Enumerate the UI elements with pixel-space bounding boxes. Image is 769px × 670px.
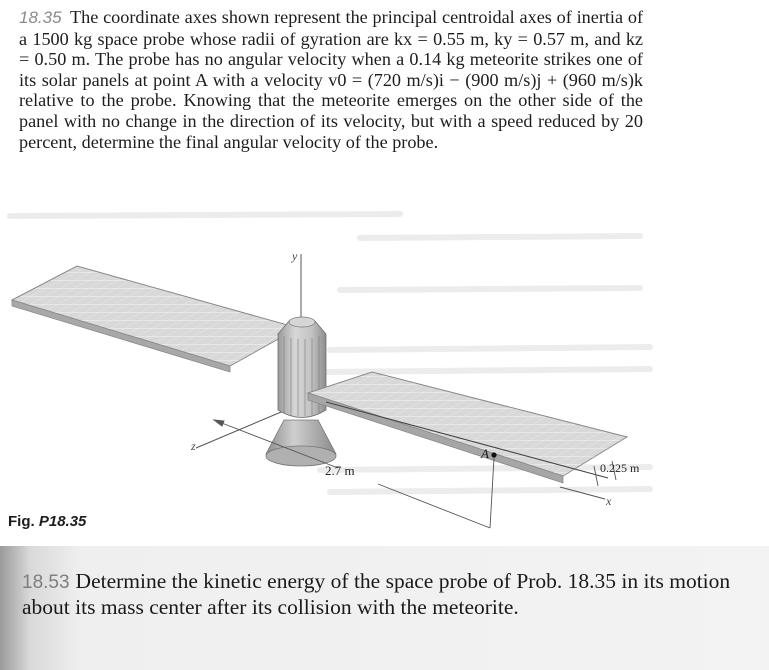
space-probe-figure (0, 230, 769, 530)
probe-nozzle (266, 420, 336, 466)
problem-18-35-text (19, 7, 643, 152)
y-axis-label: y (292, 249, 298, 263)
z-axis-label: z (191, 439, 196, 453)
dimension-2-7m-label: 2.7 m (325, 463, 355, 478)
point-a-marker (491, 452, 496, 457)
problem-number-2: 18.53 (22, 572, 70, 593)
problem-18-53-text (22, 569, 752, 620)
problem-statement: The coordinate axes shown represent the principal centroidal axes of inertia of a 1500 kg space probe whose radii of gyration are kx = 0.55 m, ky = 0.57 m, and kz = 0.50 m. The probe has no angular velocity when a 0.14 kg meteorite strikes one of its solar panels at point A with a velocity v0 = (720 m/s)i − (900 m/s)j + (960 m/s)k relative to the probe. Knowing that the meteorite emerges on the other side of the panel with no change in the direction of its velocity, but with a speed reduced by 20 percent, determine the final angular velocity of the probe. (19, 7, 644, 152)
dimension-0-225m-label: 0.225 m (600, 461, 640, 475)
x-axis-label: x (606, 494, 612, 508)
problem-18-35-block (0, 0, 648, 206)
figure-caption (8, 513, 86, 530)
x-axis-arrow (560, 487, 605, 499)
left-solar-panel (12, 266, 298, 372)
right-solar-panel (308, 372, 627, 483)
figure-caption-prefix: Fig. (8, 513, 35, 530)
point-a-label: A (481, 446, 489, 461)
problem-statement-2: Determine the kinetic energy of the space probe of Prob. 18.35 in its motion about its mass center after its collision with the meteorite. (22, 569, 731, 619)
problem-number: 18.35 (19, 8, 62, 27)
figure-caption-number: P18.35 (38, 513, 87, 530)
